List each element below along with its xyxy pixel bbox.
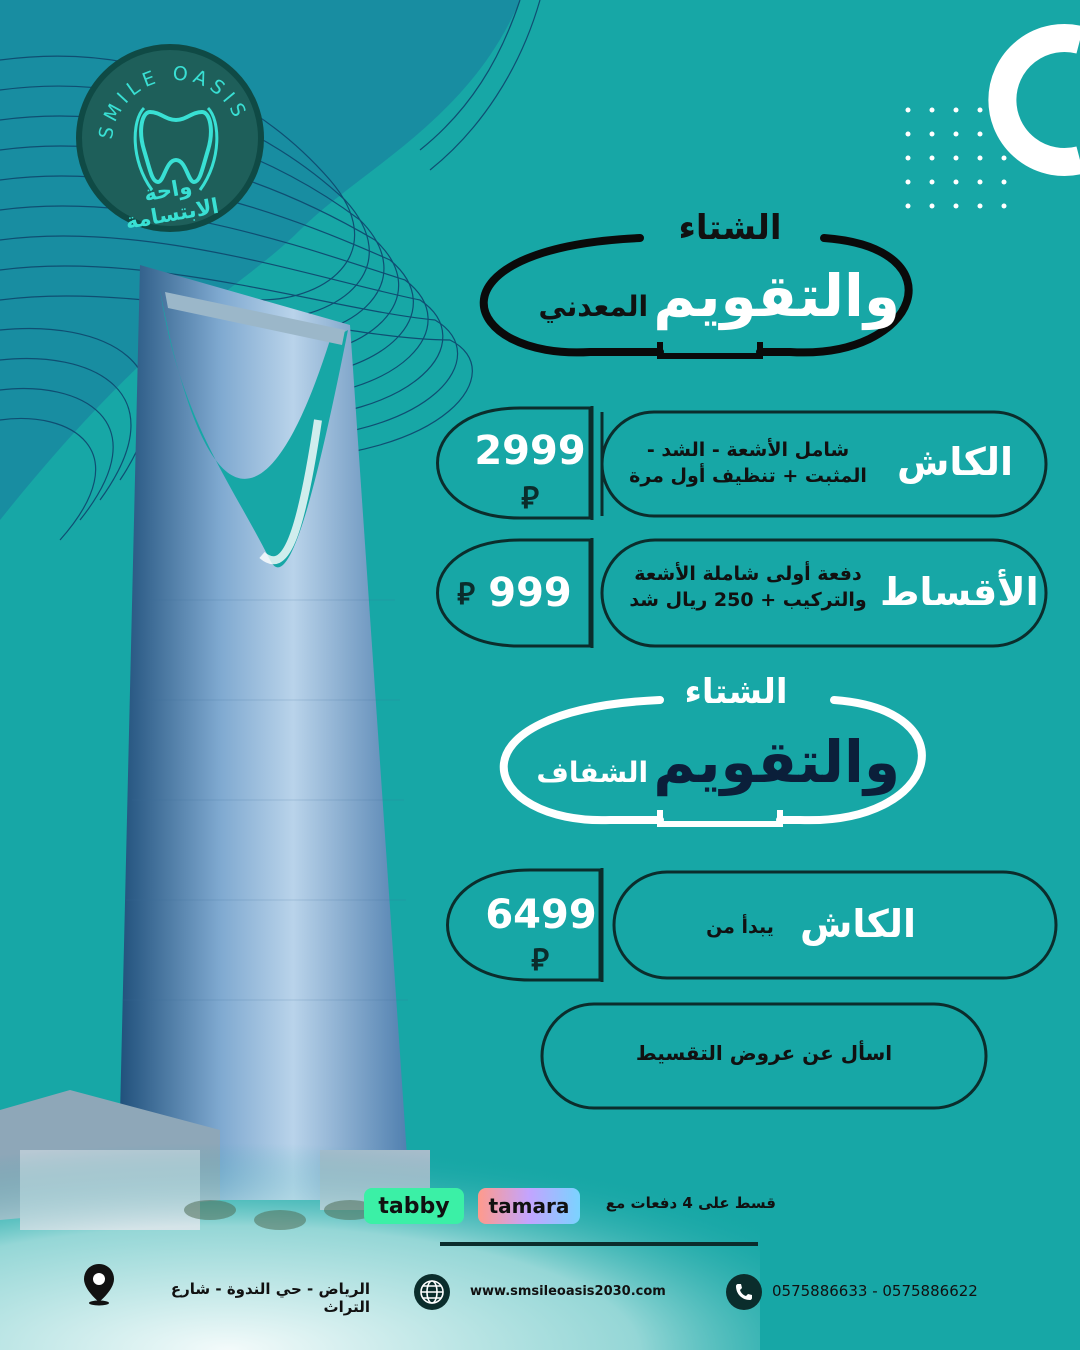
metal-cash-desc-line2: المثبت + تنظيف أول مرة	[629, 464, 867, 487]
metal-heading-title	[520, 262, 900, 342]
clinic-logo	[76, 44, 264, 232]
dot-grid	[906, 108, 1007, 209]
metal-installments-price: 999	[488, 570, 572, 616]
metal-heading-big: والتقويم	[653, 262, 900, 330]
clear-cash-price: 6499	[485, 892, 597, 938]
phone-icon	[726, 1274, 762, 1310]
tabby-logo: tabby	[364, 1188, 464, 1224]
metal-installments-desc-line2: والتركيب + 250 ريال شد	[629, 588, 867, 611]
clinic-address: الرياض - حي الندوة - شارع التراث	[170, 1280, 370, 1316]
ask-installments-button[interactable]: اسأل عن عروض التقسيط	[635, 1041, 893, 1065]
metal-cash-desc-line1: شامل الأشعة - الشد -	[646, 439, 850, 461]
clear-cash-starts-from: يبدأ من	[706, 916, 774, 938]
logo-arabic-name: واحة الابتسامة	[123, 174, 221, 234]
clear-heading-big: والتقويم	[653, 728, 900, 796]
metal-installments-desc-line1: دفعة أولى شاملة الأشعة	[634, 563, 862, 585]
metal-cash-price: 2999	[474, 428, 586, 474]
metal-installments-label: الأقساط	[880, 570, 1039, 614]
website-link[interactable]: www.smsileoasis2030.com	[470, 1284, 666, 1299]
metal-cash-description	[612, 438, 884, 489]
riyal-icon: ⃁	[521, 481, 539, 516]
tamara-logo: tamara	[478, 1188, 580, 1224]
metal-heading-top-word: الشتاء	[678, 208, 782, 248]
clear-heading-top-word: الشتاء	[684, 672, 788, 712]
ring-decoration	[1002, 38, 1080, 162]
installment-providers-text: قسط على 4 دفعات مع	[605, 1194, 776, 1212]
clear-cash-label: الكاش	[799, 902, 917, 946]
svg-text:SMILE OASIS: SMILE OASIS	[94, 62, 253, 141]
riyal-icon: ⃁	[457, 577, 475, 612]
metal-installments-description	[612, 562, 884, 613]
riyal-icon: ⃁	[531, 943, 549, 978]
clear-heading-title	[536, 728, 900, 808]
globe-icon	[414, 1274, 450, 1310]
location-pin-icon	[82, 1262, 116, 1306]
phone-numbers[interactable]: 0575886633 - 0575886622	[772, 1282, 978, 1300]
metal-heading-small: المعدني	[538, 290, 649, 323]
metal-cash-label: الكاش	[896, 440, 1014, 484]
clear-heading-small: الشفاف	[536, 756, 649, 789]
